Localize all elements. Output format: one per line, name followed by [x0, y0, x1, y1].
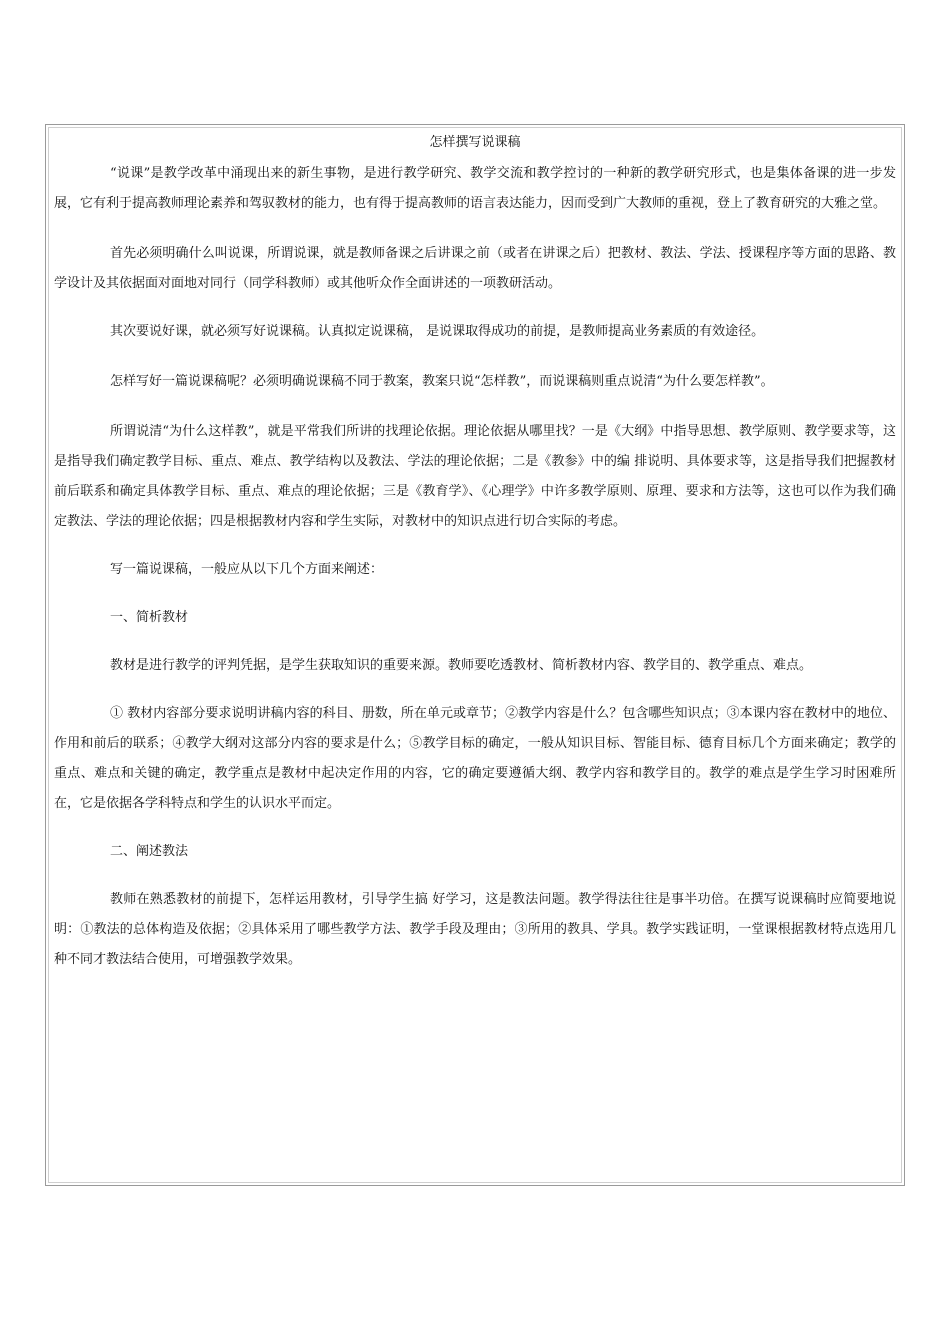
paragraph-how-to-write: 怎样写好一篇说课稿呢？必须明确说课稿不同于教案，教案只说“怎样教”，而说课稿则重点说清“为什么要怎样教”。: [110, 374, 774, 389]
section-heading-teaching-methods: 二、阐述教法: [110, 844, 189, 859]
paragraph-materials: 教材是进行教学的评判凭据，是学生获取知识的重要来源。教师要吃透教材、简析教材内容、教学目的、教学重点、难点。: [110, 658, 813, 673]
document-frame: [45, 124, 905, 1186]
paragraph-teaching-methods: 教师在熟悉教材的前提下，怎样运用教材，引导学生搞 好学习，这是教法问题。教学得法往往是事半功倍。在撰写说课稿时应简要地说明：①教法的总体构造及依据；②具体采用了哪些教学方法、教学手段及理由；③所用的教具、学具。教学实践证明，一堂课根据教材特点选用几种不同才教法结合使用，可增强教学效果。: [54, 892, 896, 967]
paragraph-theory-basis: 所谓说清“为什么这样教”，就是平常我们所讲的找理论依据。理论依据从哪里找？一是《大纲》中指导思想、教学原则、教学要求等，这是指导我们确定教学目标、重点、难点、教学结构以及教法、学法的理论依据；二是《教参》中的编 排说明、具体要求等，这是指导我们把握教材前后联系和确定具体教学目标、重点、难点的理论依据；三是《教育学》、《心理学》中许多教学原则、原理、要求和方法等，这也可以作为我们确定教法、学法的理论依据；四是根据教材内容和学生实际，对教材中的知识点进行切合实际的考虑。: [54, 424, 896, 529]
paragraph-materials-details: ① 教材内容部分要求说明讲稿内容的科目、册数，所在单元或章节；②教学内容是什么？包含哪些知识点；③本课内容在教材中的地位、作用和前后的联系；④教学大纲对这部分内容的要求是什么；⑤教学目标的确定，一般从知识目标、智能目标、德育目标几个方面来确定；教学的重点、难点和关键的确定，教学重点是教材中起决定作用的内容，它的确定要遵循大纲、教学内容和教学目的。教学的难点是学生学习时困难所在，它是依据各学科特点和学生的认识水平而定。: [54, 706, 896, 811]
paragraph-aspects-intro: 写一篇说课稿，一般应从以下几个方面来阐述：: [110, 562, 384, 577]
document-title: 怎样撰写说课稿: [429, 135, 521, 150]
paragraph-definition: 首先必须明确什么叫说课，所谓说课，就是教师备课之后讲课之前（或者在讲课之后）把教材、教法、学法、授课程序等方面的思路、教学设计及其依据面对面地对同行（同学科教师）或其他听众作全面讲述的一项教研活动。: [54, 246, 896, 291]
section-heading-analyze-materials: 一、简析教材: [110, 610, 189, 625]
paragraph-intro: “说课”是教学改革中涌现出来的新生事物，是进行教学研究、教学交流和教学控讨的一种新的教学研究形式，也是集体备课的进一步发展，它有利于提高教师理论素养和驾驭教材的能力，也有得于提高教师的语言表达能力，因而受到广大教师的重视，登上了教育研究的大雅之堂。: [54, 166, 896, 211]
paragraph-write-draft: 其次要说好课，就必须写好说课稿。认真拟定说课稿， 是说课取得成功的前提，是教师提高业务素质的有效途径。: [110, 324, 765, 339]
